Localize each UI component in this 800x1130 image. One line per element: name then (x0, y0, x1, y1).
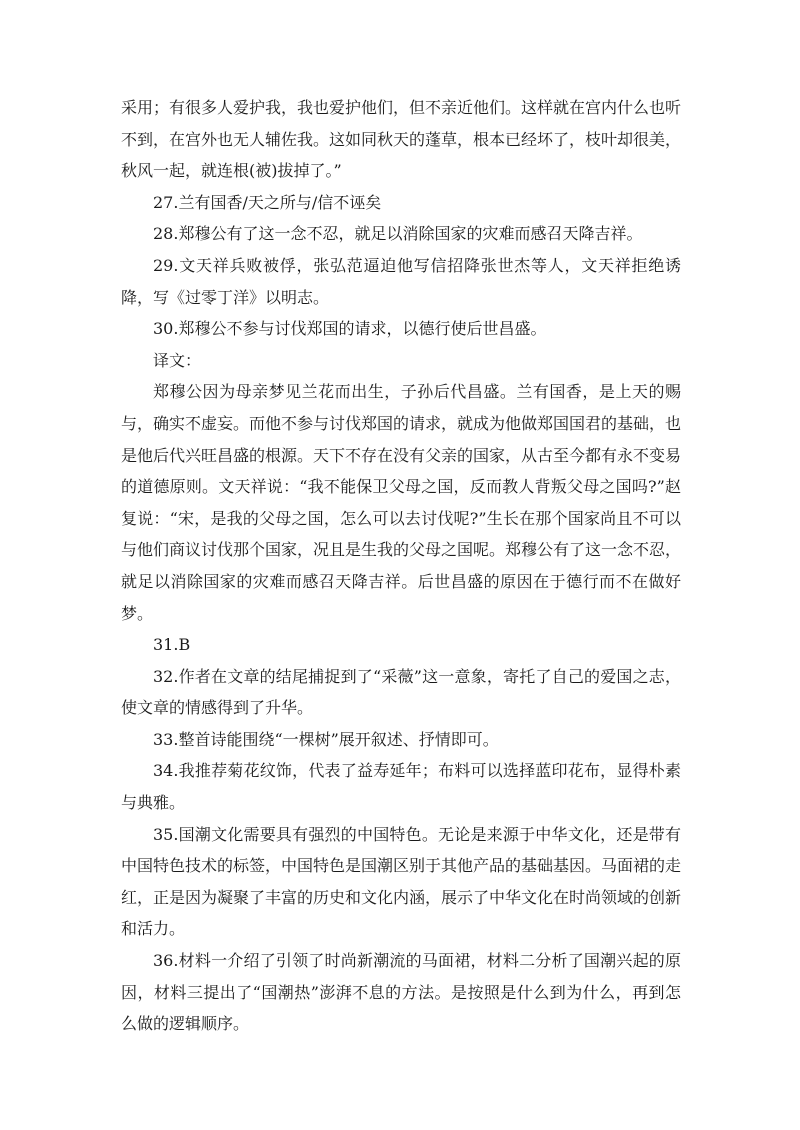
answer-34: 34.我推荐菊花纹饰，代表了益寿延年；布料可以选择蓝印花布，显得朴素与典雅。 (121, 761, 681, 813)
paragraph-continuation: 采用；有很多人爱护我，我也爱护他们，但不亲近他们。这样就在宫内什么也听不到，在宫外也无人辅佐我。这如同秋天的蓬草，根本已经坏了，枝叶却很美，秋风一起，就连根(被)拔掉了。” (121, 98, 682, 181)
translation-body: 郑穆公因为母亲梦见兰花而出生，子孙后代昌盛。兰有国香，是上天的赐与，确实不虚妄。而他不参与讨伐郑国的请求，就成为他做郑国国君的基础，也是他后代兴旺昌盛的根源。天下不存在没有父亲的国家，从古至今都有永不变易的道德原则。文天祥说：“我不能保卫父母之国，反而教人背叛父母之国吗?”赵复说：“宋，是我的父母之国，怎么可以去讨伐呢?”生长在那个国家尚且不可以与他们商议讨伐那个国家，况且是生我的父母之国呢。郑穆公有了这一念不忍，就足以消除国家的灾难而感召天降吉祥。后世昌盛的原因在于德行而不在做好梦。 (121, 382, 682, 623)
answer-31: 31.B (153, 635, 191, 655)
answer-30: 30.郑穆公不参与讨伐郑国的请求，以德行使后世昌盛。 (153, 319, 547, 339)
answer-33: 33.整首诗能围绕“一棵树”展开叙述、抒情即可。 (153, 729, 499, 749)
answer-28: 28.郑穆公有了这一念不忍，就足以消除国家的灾难而感召天降吉祥。 (153, 224, 643, 244)
answer-36: 36.材料一介绍了引领了时尚新潮流的马面裙，材料二分析了国潮兴起的原因，材料三提出了“国潮热”澎湃不息的方法。是按照是什么到为什么，再到怎么做的逻辑顺序。 (121, 951, 681, 1034)
answer-32: 32.作者在文章的结尾捕捉到了“采薇”这一意象，寄托了自己的爱国之志，使文章的情感得到了升华。 (121, 666, 681, 718)
answer-27: 27.兰有国香/天之所与/信不诬矣 (153, 192, 382, 212)
answer-29: 29.文天祥兵败被俘，张弘范逼迫他写信招降张世杰等人，文天祥拒绝诱降，写《过零丁洋》以明志。 (121, 255, 681, 307)
document-body (121, 92, 681, 1040)
translation-heading: 译文： (153, 350, 202, 370)
answer-35: 35.国潮文化需要具有强烈的中国特色。无论是来源于中华文化，还是带有中国特色技术的标签，中国特色是国潮区别于其他产品的基础基因。马面裙的走红，正是因为凝聚了丰富的历史和文化内涵，展示了中华文化在时尚领域的创新和活力。 (121, 824, 682, 939)
